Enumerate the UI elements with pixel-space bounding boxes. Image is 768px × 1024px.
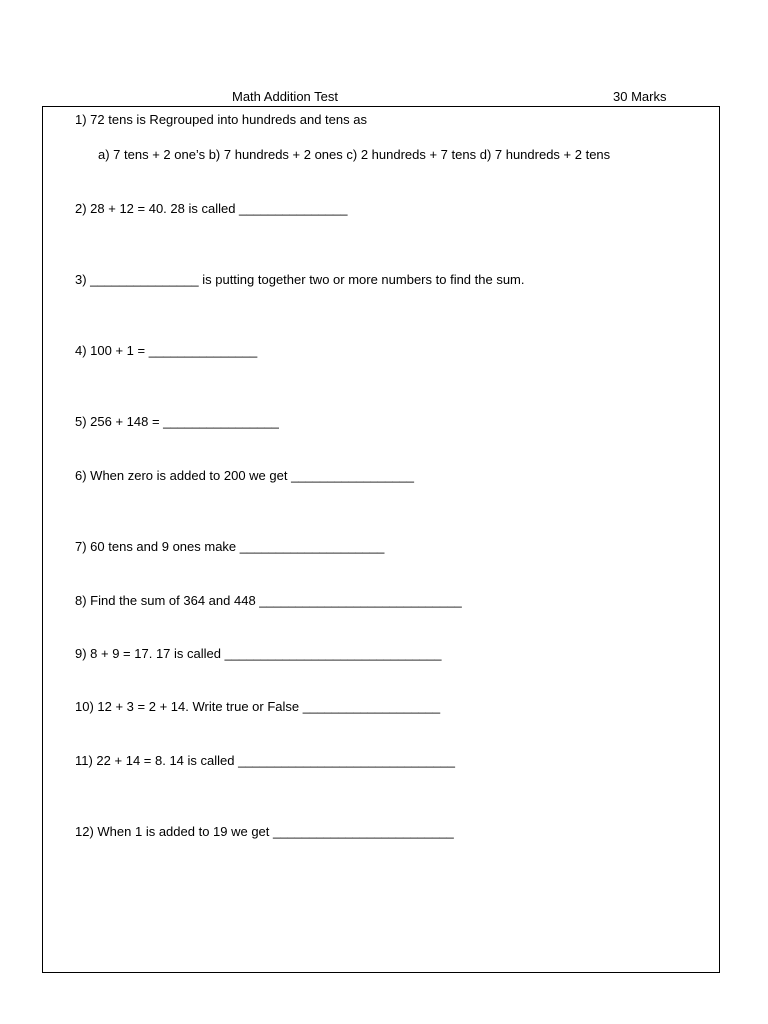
question-4: 4) 100 + 1 = _______________ [75,343,258,358]
question-10: 10) 12 + 3 = 2 + 14. Write true or False ___________________ [75,699,441,714]
question-2: 2) 28 + 12 = 40. 28 is called _______________ [75,201,348,216]
question-6: 6) When zero is added to 200 we get _________________ [75,468,414,483]
question-1-options: a) 7 tens + 2 one’s b) 7 hundreds + 2 ones c) 2 hundreds + 7 tens d) 7 hundreds + 2 tens [98,147,611,162]
question-11: 11) 22 + 14 = 8. 14 is called ______________________________ [75,753,455,768]
question-7: 7) 60 tens and 9 ones make ____________________ [75,539,385,554]
question-12: 12) When 1 is added to 19 we get _________________________ [75,824,454,839]
total-marks: 30 Marks [613,89,667,104]
question-3: 3) _______________ is putting together two or more numbers to find the sum. [75,272,525,287]
test-title: Math Addition Test [232,89,338,104]
question-8: 8) Find the sum of 364 and 448 ____________________________ [75,593,462,608]
question-1: 1) 72 tens is Regrouped into hundreds and tens as [75,112,367,127]
question-5: 5) 256 + 148 = ________________ [75,414,279,429]
question-9: 9) 8 + 9 = 17. 17 is called ______________________________ [75,646,442,661]
